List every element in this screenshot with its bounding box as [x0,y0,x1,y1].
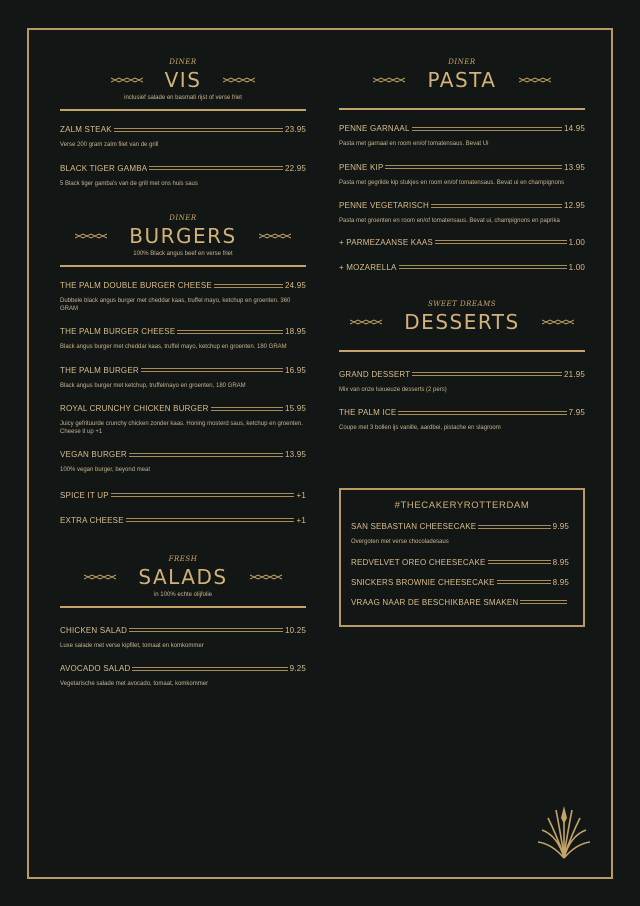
item-name: SPICE IT UP [60,490,109,500]
ornament-right-icon [542,317,574,327]
vis-title: VIS [164,68,202,92]
divider [339,108,585,110]
item-description: Mix van onze luxueuze desserts (2 pers) [339,386,447,393]
menu-item [351,578,573,587]
menu-item [60,366,306,391]
ornament-left-icon [84,572,116,582]
salads-title: SALADS [138,564,228,589]
divider [60,109,306,111]
menu-item [60,404,306,436]
item-price: 8.95 [552,577,569,587]
leader-line [114,128,283,132]
item-name: ZALM STEAK [60,125,112,134]
desserts-items [339,370,585,433]
item-name: PENNE GARNAAL [339,124,410,133]
item-description: Juicy gefrituurde crunchy chicken zonder kaas. Honing mosterd saus, ketchup en groenten. Cheese it up +1 [60,421,303,435]
ornament-left-icon [350,317,382,327]
menu-item [60,125,306,150]
item-price: 13.95 [284,450,306,459]
ornament-right-icon [223,75,255,85]
pasta-items [339,124,585,272]
divider [339,350,585,352]
salads-subtitle: in 100% echte olijfolie [153,591,213,598]
pasta-section-header [339,58,585,110]
menu-item [339,238,585,247]
menu-item [339,124,585,149]
menu-item [60,450,306,475]
item-price: 1.00 [568,237,585,247]
menu-item [339,408,585,433]
item-name: VRAAG NAAR DE BESCHIKBARE SMAKEN [351,597,519,607]
leader-line [435,240,567,244]
item-name: SAN SEBASTIAN CHEESECAKE [351,522,477,531]
item-name: THE PALM DOUBLE BURGER CHEESE [60,281,212,290]
item-description: 5 Black tiger gamba's van de grill met ons huis saus [60,180,198,187]
item-price: 21.95 [563,369,585,379]
leader-line [431,204,562,208]
menu-item [60,327,306,352]
item-price: 16.95 [284,365,306,375]
item-description: Pasta met garnaal en room en/of tomatensaus. Bevat Ui [339,141,489,147]
item-price: 14.95 [563,124,585,133]
leader-line [149,166,283,170]
pasta-title: PASTA [427,68,497,92]
menu-item [60,164,306,189]
item-name: + MOZARELLA [339,262,397,272]
salads-section-header [60,555,306,608]
item-description: Dubbele black angus burger met cheddar kaas, truffel mayo, ketchup en groenten. 360 GRAM [60,298,291,312]
menu-item [339,201,585,226]
item-name: ROYAL CRUNCHY CHICKEN BURGER [60,404,209,413]
vis-items [60,125,306,188]
item-name: PENNE KIP [339,162,384,172]
leader-line [488,560,551,564]
menu-item [351,522,573,547]
leader-line [497,580,551,584]
menu-item [60,664,306,689]
item-name: PENNE VEGETARISCH [339,201,429,210]
item-description: Luxe salade met verse kipfilet, tomaat en komkommer [60,642,204,649]
item-description: Vegetarische salade met avocado, tomaat, komkommer [60,681,209,687]
ornament-left-icon [373,75,405,85]
leader-line [126,518,295,522]
item-name: CHICKEN SALAD [60,625,128,635]
item-description: Black angus burger met ketchup, truffelmayo en groenten, 180 GRAM [60,382,246,389]
item-description: Pasta met gegrilde kip stukjes en room en/of tomatensaus. Bevat ui en champignons [339,179,565,186]
right-column [339,58,585,433]
burgers-label: DINER [169,214,197,222]
menu-item [339,163,585,188]
item-price: 12.95 [563,201,585,210]
ornament-right-icon [519,75,551,85]
salads-items [60,626,306,689]
item-name: GRAND DESSERT [339,369,411,379]
leader-line [412,127,562,131]
item-name: THE PALM BURGER CHEESE [60,327,176,336]
vis-label: DINER [169,58,197,66]
desserts-section-header [339,300,585,352]
desserts-label: SWEET DREAMS [427,299,497,308]
item-description: Black angus burger met cheddar kaas, truffel mayo, ketchup en groenten. 180 GRAM [60,344,287,350]
item-description: 100% vegan burger, beyond meat [60,467,151,473]
item-price: 10.25 [284,625,306,635]
item-price: 24.95 [284,281,306,290]
item-description: Coupe met 3 bollen ijs vanille, aardbei, pistache en slagroom [339,425,501,431]
leader-line [129,453,283,457]
ornament-left-icon [75,231,107,241]
menu-item [351,598,573,607]
leader-line [478,525,550,529]
leader-line [177,330,283,334]
item-name: VEGAN BURGER [60,450,127,459]
item-name: THE PALM ICE [339,408,397,417]
item-price: +1 [296,490,306,500]
leader-line [412,372,562,376]
item-price: 7.95 [568,408,585,417]
menu-item [60,281,306,313]
burgers-subtitle: 100% Black angus beef en verse friet [133,251,233,257]
leader-line [520,600,567,604]
ornament-right-icon [250,572,282,582]
burgers-items [60,281,306,525]
item-name: THE PALM BURGER [60,365,139,375]
leader-line [132,667,287,671]
burgers-title: BURGERS [129,224,237,248]
item-name: + PARMEZAANSE KAAS [339,237,433,247]
menu-item [60,626,306,651]
leader-line [129,628,283,632]
item-price: 22.95 [284,163,306,173]
item-name: REDVELVET OREO CHEESECAKE [351,557,486,567]
salads-label: FRESH [168,554,198,563]
menu-item [339,370,585,395]
divider [60,606,306,608]
leader-line [214,284,283,288]
leader-line [111,493,295,497]
leader-line [211,407,283,411]
menu-item [60,516,306,525]
left-column [60,58,306,689]
vis-subtitle: inclusief salade en basmati rijst of verse friet [124,95,242,101]
item-price: 9.95 [552,522,569,531]
item-name: AVOCADO SALAD [60,664,131,673]
item-name: SNICKERS BROWNIE CHEESECAKE [351,577,495,587]
menu-item [351,558,573,567]
item-price: 9.25 [289,664,306,673]
item-name: BLACK TIGER GAMBA [60,163,148,173]
item-price: 18.95 [284,327,306,336]
item-description: Pasta met groenten en room en/of tomatensaus. Bevat ui, champignons en paprika [339,218,560,224]
item-price: +1 [296,515,306,525]
item-price: 1.00 [568,262,585,272]
ornament-right-icon [259,231,291,241]
item-price: 13.95 [563,162,585,172]
item-price: 8.95 [552,557,569,567]
menu-item [339,263,585,272]
vis-section-header [60,58,306,111]
palm-logo-icon [536,800,592,860]
leader-line [398,411,566,415]
ornament-left-icon [111,75,143,85]
item-description: Overgoten met verse chocoladesaus [351,539,449,545]
leader-line [399,265,567,269]
cakery-title: #THECAKERYROTTERDAM [394,500,530,511]
pasta-label: DINER [448,58,476,66]
item-name: EXTRA CHEESE [60,515,124,525]
item-price: 15.95 [284,404,306,413]
menu-item [60,491,306,500]
cakery-box [339,488,585,627]
item-price: 23.95 [284,125,306,134]
leader-line [141,368,283,372]
desserts-title: DESSERTS [404,309,520,334]
burgers-section-header [60,214,306,267]
divider [60,265,306,267]
leader-line [385,165,561,169]
item-description: Verse 200 gram zalm filet van de grill [60,142,159,148]
